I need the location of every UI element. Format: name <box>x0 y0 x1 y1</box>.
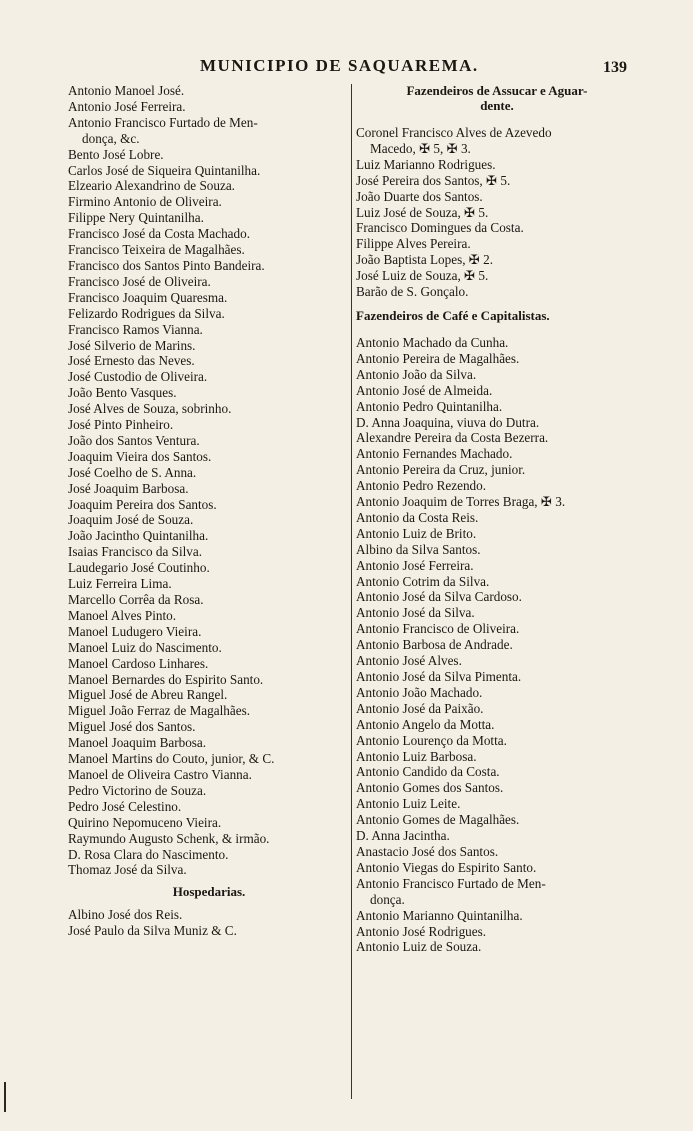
left-column <box>68 83 350 939</box>
page-number: 139 <box>603 59 627 76</box>
list-item: José Pinto Pinheiro. <box>68 417 174 433</box>
cafe-item: Antonio da Costa Reis. <box>356 509 479 525</box>
list-item: Joaquim José de Souza. <box>68 512 194 528</box>
list-item: Francisco Joaquim Quaresma. <box>68 289 228 305</box>
cafe-item: D. Anna Joaquina, viuva do Dutra. <box>356 414 540 430</box>
cafe-item: Antonio Pedro Rezendo. <box>356 478 487 494</box>
assucar-entry-list <box>356 125 638 300</box>
assucar-item <box>356 125 638 157</box>
cafe-item: Antonio Gomes dos Santos. <box>356 780 504 796</box>
cafe-item-line: Antonio Francisco Furtado de Men- <box>356 875 546 891</box>
list-item: Francisco Ramos Vianna. <box>68 321 203 337</box>
list-item: Carlos José de Siqueira Quintanilha. <box>68 162 261 178</box>
page-title: MUNICIPIO DE SAQUAREMA. <box>200 56 479 75</box>
cafe-item: Antonio José de Almeida. <box>356 382 493 398</box>
cafe-item: Antonio Viegas do Espirito Santo. <box>356 859 537 875</box>
cafe-item: Albino da Silva Santos. <box>356 541 481 557</box>
assucar-item: José Luiz de Souza, ✠ 5. <box>356 268 489 284</box>
list-item: João Bento Vasques. <box>68 385 177 401</box>
list-item: Antonio Manoel José. <box>68 83 185 98</box>
list-item: José Custodio de Oliveira. <box>68 369 208 385</box>
cafe-item: Antonio Cotrim da Silva. <box>356 573 490 589</box>
list-item: Francisco José da Costa Machado. <box>68 226 251 242</box>
assucar-item: Francisco Domingues da Costa. <box>356 220 524 236</box>
column-divider <box>351 84 352 1099</box>
assucar-item: Luiz José de Souza, ✠ 5. <box>356 204 489 220</box>
hospedaria-item: José Paulo da Silva Muniz & C. <box>68 923 237 939</box>
cafe-item-line: donça. <box>370 891 405 907</box>
section-title-assucar <box>356 83 638 113</box>
cafe-item: Antonio José Ferreira. <box>356 557 474 573</box>
section-title-assucar-line1: Fazendeiros de Assucar e Aguar- <box>406 83 588 98</box>
list-item: José Coelho de S. Anna. <box>68 464 197 480</box>
list-item: Luiz Ferreira Lima. <box>68 576 172 592</box>
margin-mark <box>4 1082 6 1112</box>
cafe-item: Antonio Candido da Costa. <box>356 764 500 780</box>
assucar-item: Luiz Marianno Rodrigues. <box>356 156 496 172</box>
list-item: Manoel Alves Pinto. <box>68 607 177 623</box>
list-item: Manoel de Oliveira Castro Vianna. <box>68 766 252 782</box>
list-item: Joaquim Pereira dos Santos. <box>68 496 217 512</box>
list-item: José Alves de Souza, sobrinho. <box>68 401 232 417</box>
list-item: Manoel Joaquim Barbosa. <box>68 735 207 751</box>
list-item: Manoel Ludugero Vieira. <box>68 623 202 639</box>
list-item: Pedro José Celestino. <box>68 798 182 814</box>
assucar-item-line: Macedo, ✠ 5, ✠ 3. <box>370 140 471 156</box>
list-item: Manoel Luiz do Nascimento. <box>68 639 222 655</box>
list-item: Thomaz José da Silva. <box>68 862 187 878</box>
list-item: Miguel João Ferraz de Magalhães. <box>68 703 250 719</box>
list-item: José Joaquim Barbosa. <box>68 480 189 496</box>
cafe-item: Antonio José da Paixão. <box>356 700 484 716</box>
list-item: Elzeario Alexandrino de Souza. <box>68 178 235 194</box>
cafe-item: Antonio Joaquim de Torres Braga, ✠ 3. <box>356 494 566 510</box>
assucar-item: José Pereira dos Santos, ✠ 5. <box>356 172 511 188</box>
cafe-item: Anastacio José dos Santos. <box>356 843 499 859</box>
section-title-assucar-line2: dente. <box>480 98 514 113</box>
assucar-item-line: Coronel Francisco Alves de Azevedo <box>356 125 552 140</box>
assucar-item: João Duarte dos Santos. <box>356 188 483 204</box>
page-header <box>0 56 693 80</box>
hospedaria-item: Albino José dos Reis. <box>68 907 183 923</box>
cafe-item: Antonio José Alves. <box>356 653 462 669</box>
cafe-item: Antonio José da Silva Cardoso. <box>356 589 522 605</box>
cafe-item: Antonio José da Silva Pimenta. <box>356 669 522 684</box>
list-item: Filippe Nery Quintanilha. <box>68 210 204 226</box>
list-item: Miguel José de Abreu Rangel. <box>68 687 228 703</box>
cafe-item: Antonio Machado da Cunha. <box>356 334 509 350</box>
list-item <box>68 115 350 147</box>
list-item: Miguel José dos Santos. <box>68 719 196 735</box>
list-item: Isaias Francisco da Silva. <box>68 544 203 560</box>
cafe-item: Antonio Francisco de Oliveira. <box>356 621 520 637</box>
list-item: Joaquim Vieira dos Santos. <box>68 448 212 464</box>
cafe-item: Antonio João Machado. <box>356 684 483 700</box>
right-column <box>356 83 638 955</box>
list-item: José Silverio de Marins. <box>68 337 196 353</box>
list-item: Pedro Victorino de Souza. <box>68 782 207 798</box>
cafe-item: Antonio Gomes de Magalhães. <box>356 812 520 828</box>
assucar-item: João Baptista Lopes, ✠ 2. <box>356 252 494 268</box>
cafe-item: Antonio João da Silva. <box>356 366 477 382</box>
list-item: João Jacintho Quintanilha. <box>68 528 209 544</box>
cafe-item: Antonio Marianno Quintanilha. <box>356 907 523 923</box>
list-item: Marcello Corrêa da Rosa. <box>68 592 204 607</box>
list-item: Francisco dos Santos Pinto Bandeira. <box>68 257 265 273</box>
cafe-item: Antonio Luiz Barbosa. <box>356 748 477 764</box>
list-item-line: Antonio Francisco Furtado de Men- <box>68 114 258 130</box>
assucar-item: Filippe Alves Pereira. <box>356 236 471 252</box>
cafe-item: Antonio Lourenço da Motta. <box>356 732 507 748</box>
list-item-line: donça, &c. <box>82 130 140 146</box>
cafe-item: Antonio Pereira da Cruz, junior. <box>356 462 526 478</box>
list-item: Antonio José Ferreira. <box>68 98 186 114</box>
cafe-item: Antonio Pedro Quintanilha. <box>356 398 503 414</box>
list-item: D. Rosa Clara do Nascimento. <box>68 846 229 862</box>
list-item: Manoel Cardoso Linhares. <box>68 655 209 671</box>
section-title-hospedarias: Hospedarias. <box>172 884 246 900</box>
hospedarias-entry-list <box>68 907 350 939</box>
cafe-item: Antonio José Rodrigues. <box>356 923 487 939</box>
list-item: Manoel Bernardes do Espirito Santo. <box>68 671 264 687</box>
list-item: Firmino Antonio de Oliveira. <box>68 194 222 210</box>
list-item: Felizardo Rodrigues da Silva. <box>68 305 225 321</box>
cafe-item: Antonio Pereira de Magalhães. <box>356 350 520 366</box>
assucar-item: Barão de S. Gonçalo. <box>356 284 469 300</box>
cafe-item: Alexandre Pereira da Costa Bezerra. <box>356 430 549 446</box>
cafe-item: Antonio Fernandes Machado. <box>356 446 513 462</box>
cafe-item: Antonio José da Silva. <box>356 605 475 621</box>
cafe-item: Antonio Luiz Leite. <box>356 796 461 812</box>
list-item: Quirino Nepomuceno Vieira. <box>68 814 222 830</box>
section-title-cafe: Fazendeiros de Café e Capitalistas. <box>356 307 550 323</box>
left-entry-list <box>68 83 350 878</box>
cafe-entry-list <box>356 335 638 955</box>
cafe-item <box>356 876 638 908</box>
list-item: Raymundo Augusto Schenk, & irmão. <box>68 830 270 846</box>
list-item: José Ernesto das Neves. <box>68 353 195 369</box>
list-item: Manoel Martins do Couto, junior, & C. <box>68 751 275 767</box>
list-item: Bento José Lobre. <box>68 146 164 162</box>
cafe-item: Antonio Luiz de Souza. <box>356 939 482 955</box>
cafe-item: Antonio Angelo da Motta. <box>356 716 495 732</box>
cafe-item: Antonio Barbosa de Andrade. <box>356 637 513 653</box>
cafe-item: Antonio Luiz de Brito. <box>356 525 477 541</box>
list-item: Laudegario José Coutinho. <box>68 560 210 576</box>
cafe-item: D. Anna Jacintha. <box>356 828 450 844</box>
list-item: João dos Santos Ventura. <box>68 432 200 448</box>
list-item: Francisco Teixeira de Magalhães. <box>68 242 245 258</box>
list-item: Francisco José de Oliveira. <box>68 273 211 289</box>
